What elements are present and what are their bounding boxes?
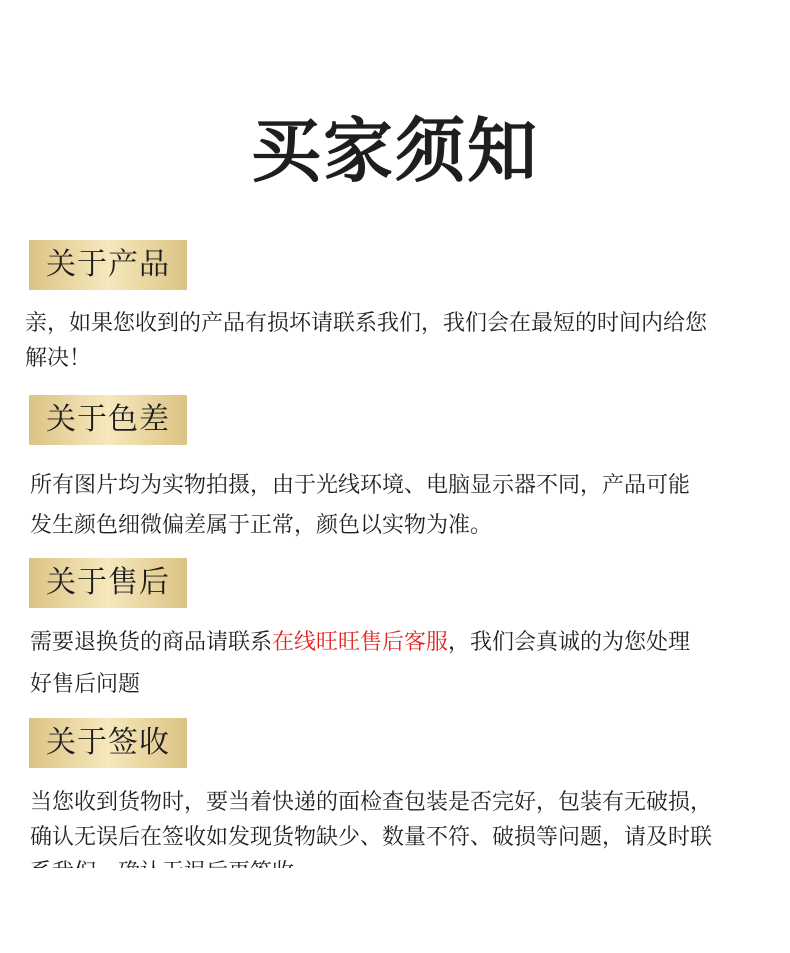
section-text-aftersale <box>30 622 690 706</box>
section-heading-color: 关于色差 <box>29 395 187 445</box>
text-segment: 需要退换货的商品请联系 <box>30 630 273 655</box>
section-text-color <box>30 466 690 546</box>
text-segment: ，我们会真诚的为您处理 <box>448 630 691 655</box>
page-title: 买家须知 <box>251 110 539 192</box>
text-line: 所有图片均为实物拍摄，由于光线环境、电脑显示器不同，产品可能 <box>30 473 691 498</box>
text-line: 解决！ <box>25 346 92 371</box>
text-line: 好售后问题 <box>30 672 141 697</box>
text-line: 当您收到货物时，要当着快递的面检查包装是否完好，包装有无破损， <box>30 790 713 815</box>
customer-service-link[interactable]: 在线旺旺售后客服 <box>272 630 449 655</box>
bottom-fade <box>0 868 790 953</box>
section-heading-aftersale: 关于售后 <box>29 558 187 608</box>
text-line <box>30 622 690 664</box>
section-heading-signing: 关于签收 <box>29 718 187 768</box>
text-line: 确认无误后在签收如发现货物缺少、数量不符、破损等问题，请及时联 <box>30 825 713 850</box>
section-text-product <box>25 306 707 376</box>
section-heading-product: 关于产品 <box>29 240 187 290</box>
text-line: 发生颜色细微偏差属于正常，颜色以实物为准。 <box>30 513 493 538</box>
text-line: 亲，如果您收到的产品有损坏请联系我们，我们会在最短的时间内给您 <box>25 311 708 336</box>
